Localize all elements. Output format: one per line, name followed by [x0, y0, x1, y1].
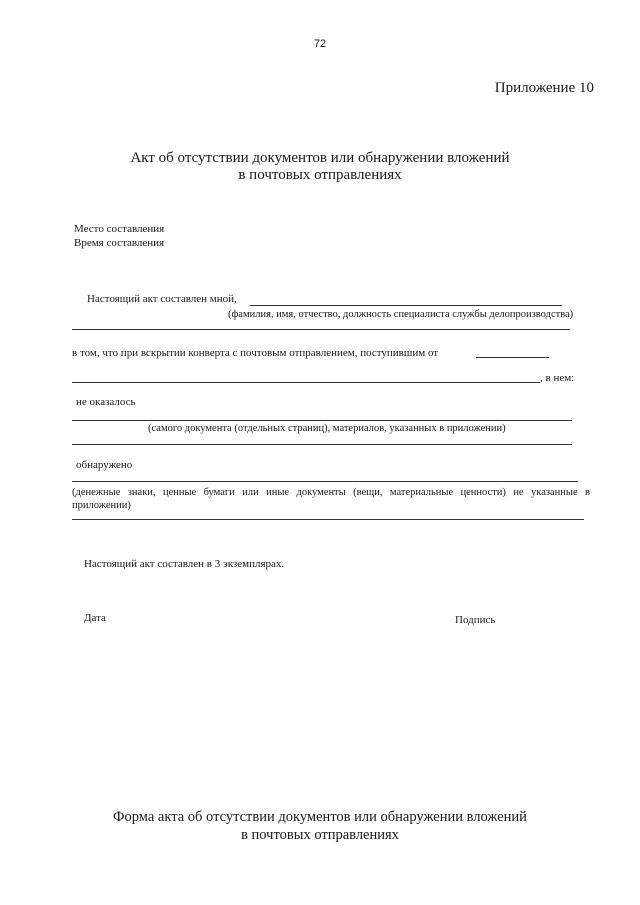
composer-caption: (фамилия, имя, отчество, должность специалиста службы делопроизводства) [228, 309, 574, 320]
title-line-1: Акт об отсутствии документов или обнаружении вложений [130, 150, 510, 166]
found-label: обнаружено [76, 459, 133, 471]
title-line-2: в почтовых отправлениях [238, 167, 402, 183]
sender-extra-line [72, 382, 540, 383]
found-line [72, 481, 578, 482]
date-label: Дата [84, 612, 106, 624]
found-caption: (денежные знаки, ценные бумаги или иные документы (вещи, материальные ценности) не указанные в приложении) [72, 487, 590, 511]
sender-line [476, 357, 549, 358]
composer-extra-line [72, 329, 570, 330]
missing-extra-line [72, 444, 572, 445]
form-caption [0, 808, 640, 844]
in-it-label: , в нем: [540, 372, 575, 384]
missing-caption: (самого документа (отдельных страниц), материалов, указанных в приложении) [148, 423, 506, 434]
missing-label: не оказалось [76, 396, 136, 408]
page-number: 72 [313, 38, 327, 50]
form-caption-line-1: Форма акта об отсутствии документов или обнаружении вложений [113, 809, 527, 825]
composed-by-label: Настоящий акт составлен мной, [87, 293, 237, 305]
place-label: Место составления [74, 223, 165, 235]
missing-line [72, 420, 572, 421]
composer-name-line [250, 305, 562, 306]
appendix-label: Приложение 10 [494, 80, 594, 96]
opening-text: в том, что при вскрытии конверта с почтовым отправлением, поступившим от [72, 347, 439, 359]
form-caption-line-2: в почтовых отправлениях [241, 827, 399, 843]
document-title [0, 150, 640, 184]
copies-text: Настоящий акт составлен в 3 экземплярах. [84, 558, 285, 570]
time-label: Время составления [74, 237, 165, 249]
signature-label: Подпись [455, 614, 496, 626]
found-extra-line [72, 519, 584, 520]
